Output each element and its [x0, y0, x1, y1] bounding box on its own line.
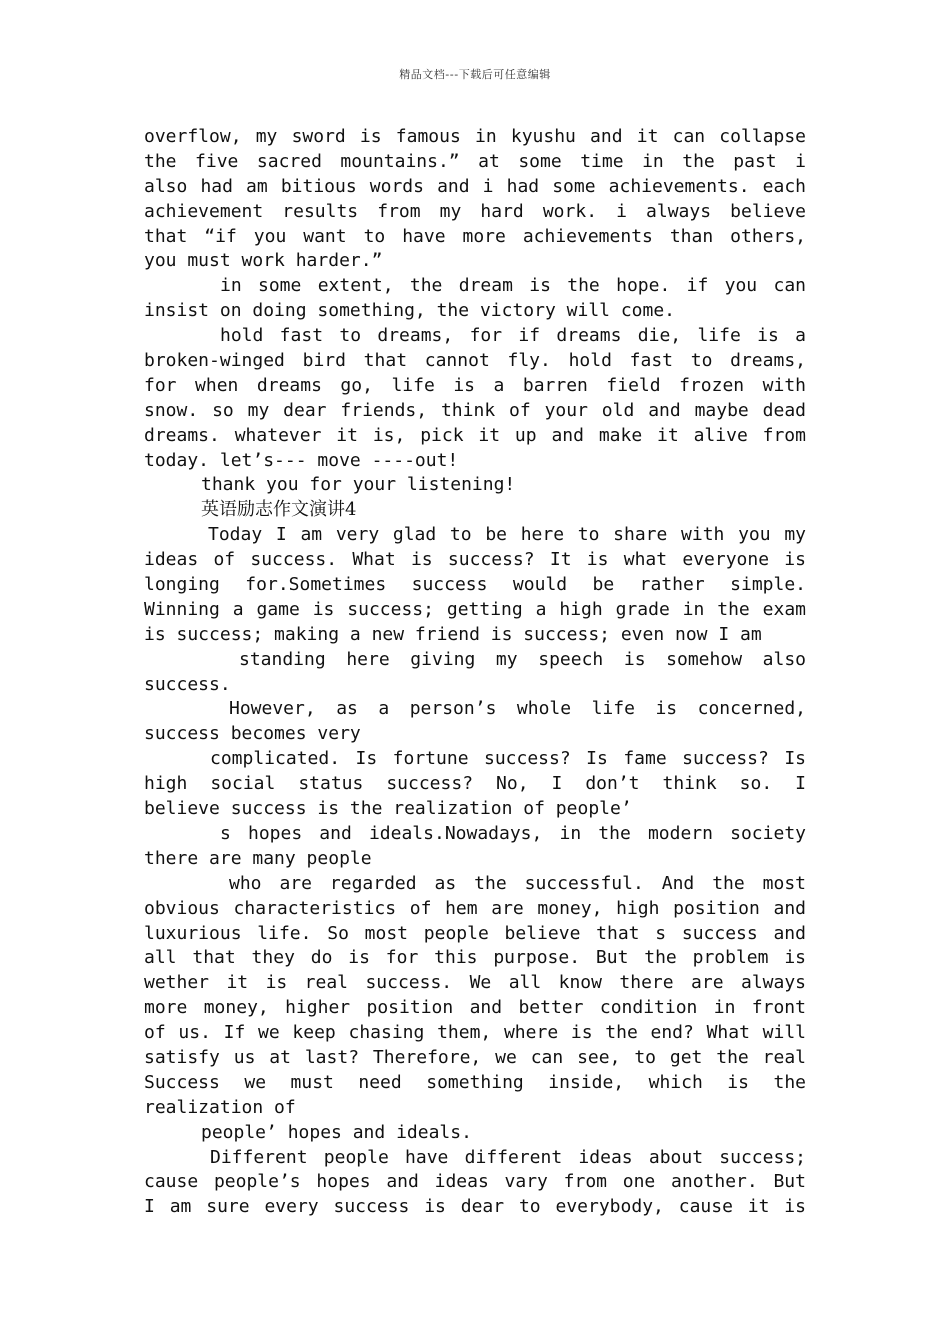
text-line: Winning a game is success; getting a high grade in the exam: [144, 598, 806, 620]
text-line: hold fast to dreams, for if dreams die, life is a: [220, 325, 806, 347]
text-line: the five sacred mountains.” at some time in the past i: [144, 150, 806, 172]
text-line: you must work harder.”: [144, 250, 383, 272]
text-line: believe success is the realization of people’: [144, 798, 632, 820]
text-line: ideas of success. What is success? It is what everyone is: [144, 549, 806, 571]
text-line: longing for.Sometimes success would be rather simple.: [144, 574, 806, 596]
text-line: is success; making a new friend is success; even now I am: [144, 623, 762, 645]
text-line: today. let’s--- move ----out!: [144, 449, 459, 471]
text-line: who are regarded as the successful. And the most: [229, 872, 806, 894]
text-line: high social status success? No, I don’t think so. I: [144, 773, 806, 795]
text-line: in some extent, the dream is the hope. if you can: [220, 275, 806, 297]
text-line: also had am bitious words and i had some achievements. each: [144, 175, 806, 197]
text-line: insist on doing something, the victory will come.: [144, 300, 676, 322]
text-line: Different people have different ideas about success;: [210, 1146, 806, 1168]
text-line: that “if you want to have more achievements than others,: [144, 225, 806, 247]
text-line: Today I am very glad to be here to share with you my: [208, 524, 806, 546]
text-line: people’ hopes and ideals.: [201, 1121, 472, 1143]
text-line: However, as a person’s whole life is concerned,: [229, 698, 806, 720]
text-line: success becomes very: [144, 723, 361, 745]
text-line: overflow, my sword is famous in kyushu and it can collapse: [144, 126, 806, 147]
text-line: obvious characteristics of hem are money, high position and: [144, 897, 806, 919]
text-line: of us. If we keep chasing them, where is the end? What will: [144, 1022, 806, 1044]
text-line: more money, higher position and better condition in front: [144, 997, 806, 1019]
text-line: luxurious life. So most people believe that s success and: [144, 922, 806, 944]
text-line: realization of: [144, 1096, 296, 1118]
text-line: success.: [144, 673, 231, 695]
text-line: snow. so my dear friends, think of your old and maybe dead: [144, 399, 806, 421]
text-line: all that they do is for this purpose. But the problem is: [144, 947, 806, 969]
text-line: standing here giving my speech is somehow also: [239, 648, 806, 670]
page-header: 精品文档---下载后可任意编辑: [399, 68, 551, 81]
text-line: I am sure every success is dear to everybody, cause it is: [144, 1196, 806, 1218]
text-line: wether it is real success. We all know there are always: [144, 972, 806, 994]
text-line: broken-winged bird that cannot fly. hold fast to dreams,: [144, 350, 806, 372]
text-line: cause people’s hopes and ideas vary from one another. But: [144, 1171, 806, 1193]
text-line: s hopes and ideals.Nowadays, in the modern society: [220, 822, 806, 844]
text-line: there are many people: [144, 847, 372, 869]
text-line: dreams. whatever it is, pick it up and make it alive from: [144, 424, 806, 446]
text-line: Success we must need something inside, which is the: [144, 1071, 806, 1093]
text-line: thank you for your listening!: [201, 474, 516, 496]
text-line: satisfy us at last? Therefore, we can see, to get the real: [144, 1046, 806, 1068]
text-line: achievement results from my hard work. i always believe: [144, 200, 806, 222]
section-heading: 英语励志作文演讲4: [201, 499, 357, 521]
text-line: complicated. Is fortune success? Is fame success? Is: [210, 748, 806, 770]
text-line: for when dreams go, life is a barren field frozen with: [144, 374, 806, 396]
document-body: [144, 125, 806, 1220]
